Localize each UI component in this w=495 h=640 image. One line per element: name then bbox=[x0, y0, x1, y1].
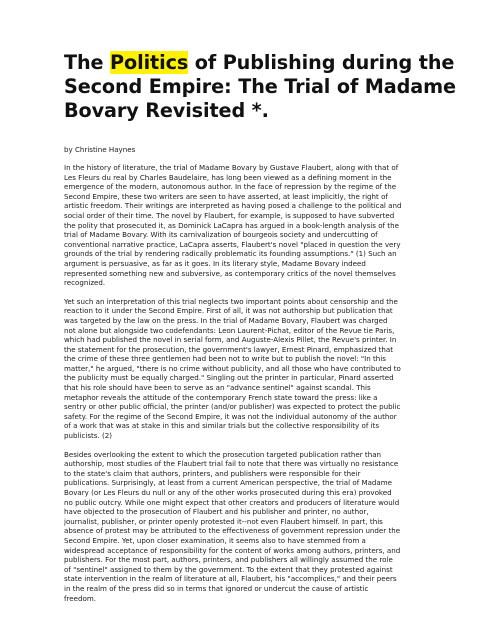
paragraph-line: absence of protest may be attributed to the effectiveness of government repression under the bbox=[64, 526, 401, 536]
title-prefix: The bbox=[64, 51, 111, 74]
body-paragraph bbox=[64, 163, 436, 288]
paragraph-line: Second Empire, these two writers are seen to have asserted, at least implicitly, the right of bbox=[64, 191, 388, 201]
paragraph-line: the crime of these three gentlemen had been not to write but to publish the novel: "In this bbox=[64, 354, 386, 364]
paragraph-line: of a work that was at stake in this and similar trials but the collective responsibility of its bbox=[64, 421, 380, 431]
body-paragraph bbox=[64, 297, 436, 441]
paragraph-line: the statement for the prosecution, the government's lawyer, Ernest Pinard, emphasized that bbox=[64, 344, 394, 354]
author-byline: by Christine Haynes bbox=[64, 145, 136, 154]
paragraph-line: widespread acceptance of responsibility for the content of works among authors, printers, and bbox=[64, 545, 401, 555]
paragraph-line: artistic freedom. Their writings are interpreted as having posed a challenge to the political and bbox=[64, 201, 402, 211]
paragraph-line: have objected to the prosecution of Flaubert and his publisher and printer, no author, bbox=[64, 507, 369, 517]
paragraph-line: Yet such an interpretation of this trial neglects two important points about censorship and the bbox=[64, 296, 398, 306]
paragraph-line: grounds of the trial by rendering radically problematic its founding assumptions." (1) Such an bbox=[64, 249, 397, 259]
paragraph-line: represented something new and subversive, as contemporary critics of the novel themselves bbox=[64, 268, 396, 278]
paragraph-line: Les Fleurs du real by Charles Baudelaire, has long been viewed as a defining moment in the bbox=[64, 172, 392, 182]
article-title bbox=[64, 51, 464, 123]
paragraph-line: authorship, most studies of the Flaubert trial fail to note that there was virtually no resistance bbox=[64, 459, 399, 469]
paragraph-line: to the state's claim that authors, printers, and publishers were responsible for their bbox=[64, 468, 361, 478]
paragraph-line: journalist, publisher, or printer openly protested it--not even Flaubert himself. In part, this bbox=[64, 516, 383, 526]
paragraph-line: was targeted by the law on the press. In the trial of Madame Bovary, Flaubert was charged bbox=[64, 315, 388, 325]
paragraph-line: safety. For the regime of the Second Empire, it was not the individual autonomy of the author bbox=[64, 411, 397, 421]
paragraph-line: the publicity must be equally charged." Singling out the printer in particular, Pinard asserted bbox=[64, 373, 394, 383]
paragraph-line: no public outcry. While one might expect that other creators and producers of literature would bbox=[64, 497, 400, 507]
paragraph-line: which had published the novel in serial form, and Auguste-Alexis Pillet, the Revue's printer. In bbox=[64, 335, 397, 345]
paragraph-line: publishers. For the most part, authors, printers, and publishers all willingly assumed the role bbox=[64, 555, 393, 565]
paragraph-line: state intervention in the realm of literature at all, Flaubert, his "accomplices," and their peers bbox=[64, 574, 397, 584]
highlighted-search-term: Politics bbox=[110, 51, 189, 74]
paragraph-line: that his role should have been to serve as an "advance sentinel" against scandal. This bbox=[64, 383, 371, 393]
paragraph-line: sentry or other public official, the printer (and/or publisher) was expected to protect the public bbox=[64, 402, 401, 412]
paragraph-line: Bovary (or Les Fleurs du null or any of the other works prosecuted during this era) provoked bbox=[64, 488, 392, 497]
paragraph-line: Second Empire. Yet, upon closer examination, it seems also to have stemmed from a bbox=[64, 535, 366, 545]
paragraph-line: recognized. bbox=[64, 278, 106, 288]
paragraph-line: social order of their time. The novel by Flaubert, for example, is supposed to have subverted bbox=[64, 210, 395, 220]
paragraph-line: of "sentinel" assigned to them by the government. To the extent that they protested against bbox=[64, 564, 393, 574]
paragraph-line: freedom. bbox=[64, 593, 96, 603]
paragraph-line: publicists. (2) bbox=[64, 431, 113, 441]
paragraph-line: emergence of the modern, autonomous author. In the face of repression by the regime of the bbox=[64, 182, 397, 192]
paragraph-line: the polity that prosecuted it, as Dominick LaCapra has argued in a book-length analysis of the bbox=[64, 220, 399, 230]
title-suffix: of Publishing during the Second Empire: The Trial of Madame Bovary Revisited *. bbox=[64, 51, 456, 122]
paragraph-line: Besides overlooking the extent to which the prosecution targeted publication rather than bbox=[64, 449, 382, 459]
paragraph-line: in the realm of the press did so in terms that ignored or undercut the cause of artistic bbox=[64, 583, 369, 593]
body-paragraph bbox=[64, 450, 436, 604]
article-body bbox=[64, 163, 436, 612]
paragraph-line: trial of Madame Bovary. With its carnivalization of bourgeois society and undercutting of bbox=[64, 230, 378, 240]
paragraph-line: publications. Surprisingly, at least from a current American perspective, the trial of Madame bbox=[64, 478, 393, 488]
paragraph-line: reaction to it under the Second Empire. First of all, it was not authorship but publication that bbox=[64, 306, 393, 316]
paragraph-line: matter," he argued, "there is no crime without publicity, and all those who have contributed to bbox=[64, 363, 401, 373]
paragraph-line: metaphor reveals the attitude of the contemporary French state toward the press: like a bbox=[64, 392, 378, 402]
paragraph-line: not alone but alongside two codefendants: Leon Laurent-Pichat, editor of the Revue tie Paris, bbox=[64, 325, 395, 335]
paragraph-line: conventional narrative practice, LaCapra asserts, Flaubert's novel "placed in question the very bbox=[64, 239, 401, 249]
paragraph-line: argument is persuasive, as far as it goes. In its literary style, Madame Bovary indeed bbox=[64, 258, 366, 268]
paragraph-line: In the history of literature, the trial of Madame Bovary by Gustave Flaubert, along with that of bbox=[64, 163, 399, 172]
